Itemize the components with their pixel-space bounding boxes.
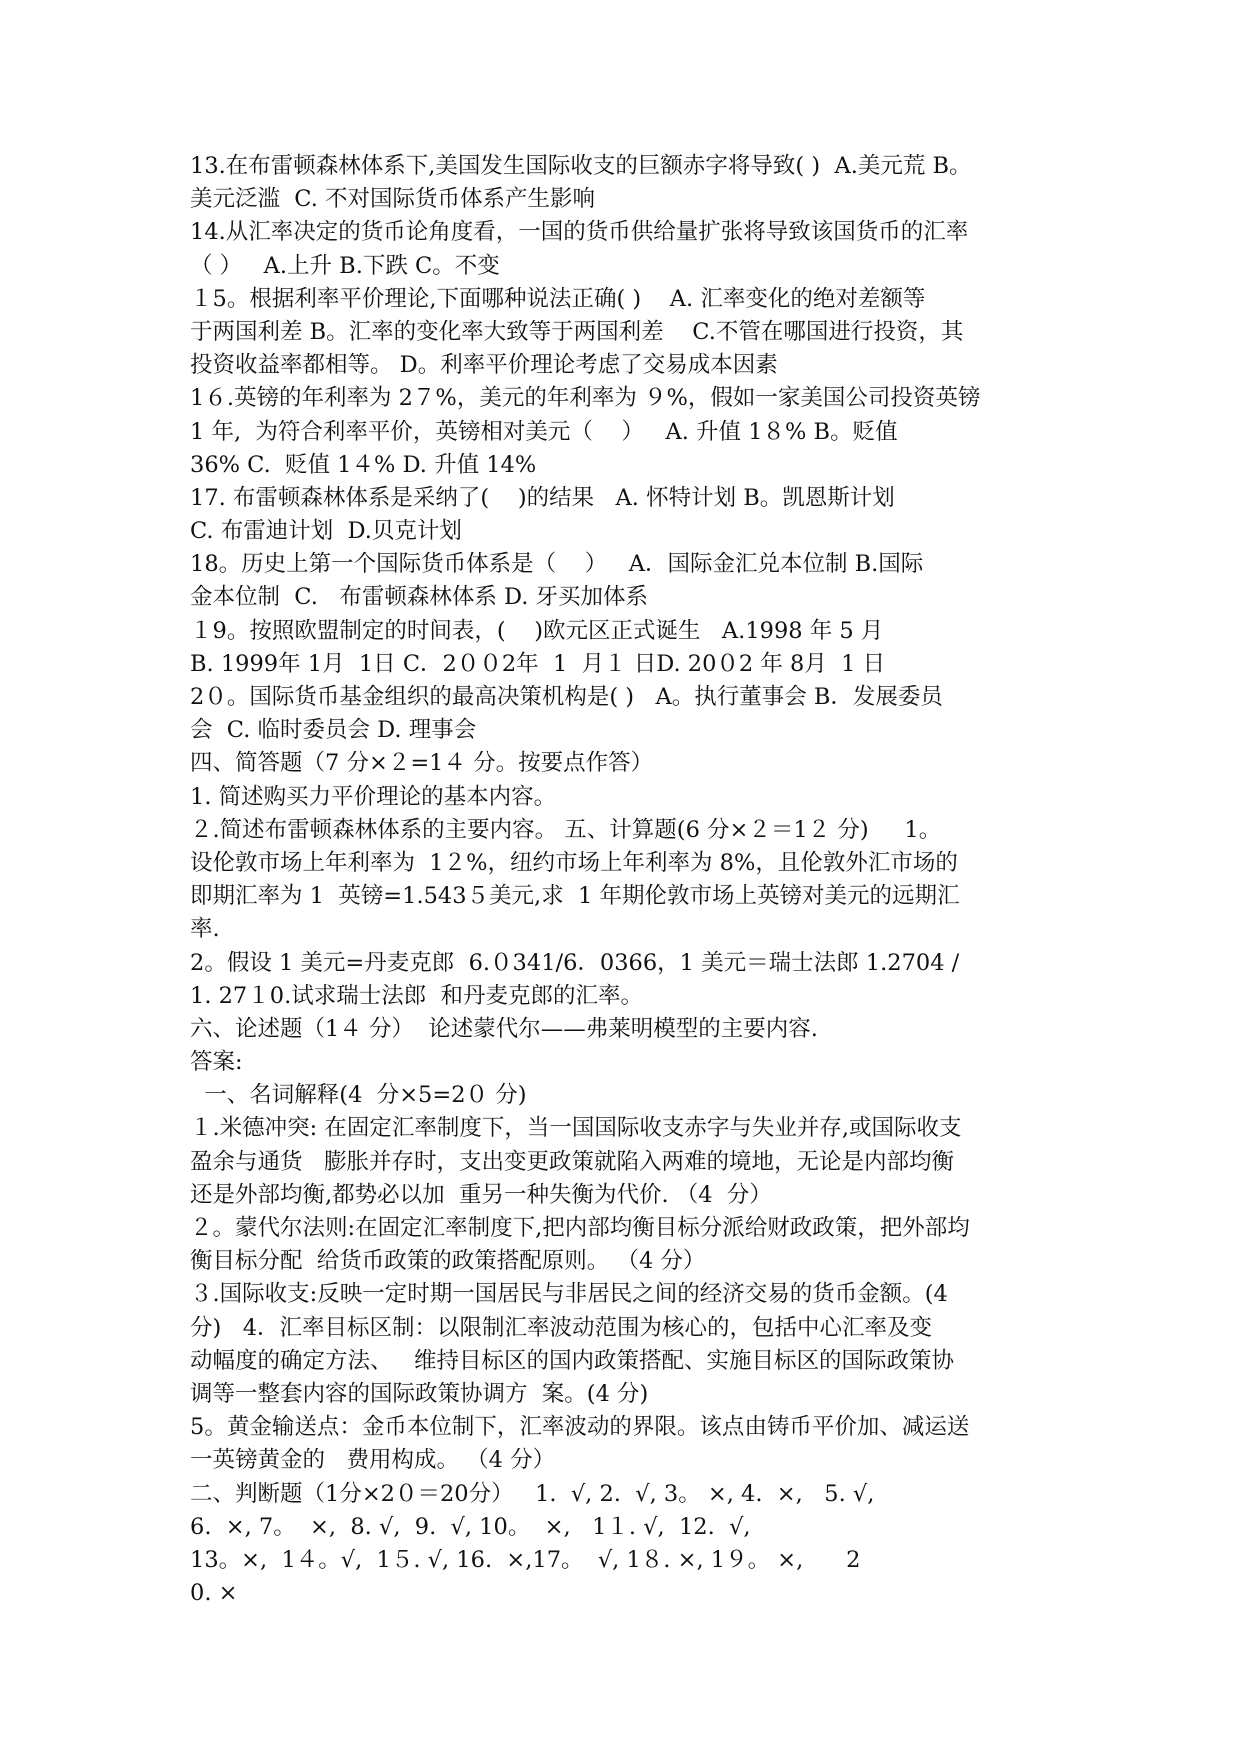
text-line: 衡目标分配 给货币政策的政策搭配原则。 （4 分） (190, 1248, 706, 1275)
text-line: 14.从汇率决定的货币论角度看，一国的货币供给量扩张将导致该国货币的汇率 (190, 219, 969, 246)
text-line: １9。按照欧盟制定的时间表，( )欧元区正式诞生 A.1998 年 5 月 (190, 617, 884, 644)
text-line: 金本位制 C. 布雷顿森林体系 D. 牙买加体系 (190, 584, 649, 611)
text-line: １5。根据利率平价理论,下面哪种说法正确( ) A. 汇率变化的绝对差额等 (190, 285, 926, 312)
text-line: 美元泛滥 C. 不对国际货币体系产生影响 (190, 186, 596, 213)
section-heading: 二、判断题（1分×2０＝20分） 1. √, 2. √, 3。 ×, 4. ×, 5. √, (190, 1480, 875, 1507)
text-line: 1. 27１0.试求瑞士法郎 和丹麦克郎的汇率。 (190, 982, 644, 1009)
text-line: 1. 简述购买力平价理论的基本内容。 (190, 783, 557, 810)
text-line: ３.国际收支:反映一定时期一国居民与非居民之间的经济交易的货币金额。(4 (190, 1281, 948, 1308)
text-line: 6. ×, 7。 ×, 8. √, 9. √, 10。 ×, 1１. √, 12. √, (190, 1513, 751, 1540)
section-heading: 一、名词解释(4 分×5=2０ 分) (190, 1082, 527, 1109)
section-heading: 四、简答题（7 分×２=1４ 分。按要点作答） (190, 750, 654, 777)
text-line: 分) 4．汇率目标区制：以限制汇率波动范围为核心的，包括中心汇率及变 (190, 1314, 933, 1341)
text-line: 1６.英镑的年利率为 2７%，美元的年利率为 ９%，假如一家美国公司投资英镑 (190, 385, 981, 412)
text-line: 18。历史上第一个国际货币体系是（ ） A．国际金汇兑本位制 B.国际 (190, 551, 924, 578)
text-line: B. 1999年 1月 1日 C．2００2年 1 月１ 日D. 20０2 年 8月 1 日 (190, 650, 886, 677)
text-line: 投资收益率都相等。 D。利率平价理论考虑了交易成本因素 (190, 352, 778, 379)
text-line: ２。蒙代尔法则:在固定汇率制度下,把内部均衡目标分派给财政政策，把外部均 (190, 1215, 970, 1241)
text-line: 0. × (190, 1580, 238, 1607)
text-line: 一英镑黄金的 费用构成。 （4 分） (190, 1447, 556, 1474)
text-line: 13.在布雷顿森林体系下,美国发生国际收支的巨额赤字将导致( ) A.美元荒 B。 (190, 153, 972, 179)
text-line: 13。×, 1４。√, 1５. √, 16. ×,17。 √, 1８. ×, 1９。 ×, 2 (190, 1546, 861, 1573)
text-line: 17. 布雷顿森林体系是采纳了( )的结果 A. 怀特计划 B。凯恩斯计划 (190, 484, 895, 511)
text-line: 于两国利差 B。汇率的变化率大致等于两国利差 C.不管在哪国进行投资，其 (190, 318, 964, 345)
section-heading: 六、论述题（1４ 分） 论述蒙代尔——弗莱明模型的主要内容. (190, 1015, 818, 1042)
text-line: 2０。国际货币基金组织的最高决策机构是( ) A。执行董事会 B．发展委员 (190, 684, 943, 710)
answer-heading: 答案: (190, 1049, 243, 1076)
text-line: 1 年, 为符合利率平价，英镑相对美元（ ） A. 升值 1８% B。贬值 (190, 418, 898, 445)
text-line: 设伦敦市场上年利率为 1２%，纽约市场上年利率为 8%，且伦敦外汇市场的 (190, 849, 958, 876)
text-line: 动幅度的确定方法、 维持目标区的国内政策搭配、实施目标区的国际政策协 (190, 1347, 954, 1374)
document-page (190, 150, 1070, 1610)
text-line: 还是外部均衡,都势必以加 重另一种失衡为代价. （4 分） (190, 1181, 772, 1208)
text-line: 调等一整套内容的国际政策协调方 案。(4 分) (190, 1380, 649, 1407)
text-line: 5。黄金输送点：金币本位制下，汇率波动的界限。该点由铸币平价加、减运送 (190, 1414, 970, 1441)
text-line: １.米德冲突: 在固定汇率制度下，当一国国际收支赤字与失业并存,或国际收支 (190, 1115, 962, 1142)
text-line: 2。假设 1 美元=丹麦克郎 6.０341/6．0366，1 美元＝瑞士法郎 1.2704 / (190, 949, 960, 976)
text-line: （ ） A.上升 B.下跌 C。不变 (190, 252, 500, 279)
text-line: 率. (190, 916, 220, 943)
text-line: 会 C. 临时委员会 D. 理事会 (190, 717, 477, 744)
text-line: ２.简述布雷顿森林体系的主要内容。 五、计算题(6 分×２＝1２ 分) 1。 (190, 816, 942, 843)
text-line: C. 布雷迪计划 D.贝克计划 (190, 518, 462, 545)
text-line: 即期汇率为 1 英镑=1.543５美元,求 1 年期伦敦市场上英镑对美元的远期汇 (190, 883, 960, 910)
text-line: 36% C. 贬值 1４% D. 升值 14% (190, 451, 537, 478)
text-line: 盈余与通货 膨胀并存时，支出变更政策就陷入两难的境地，无论是内部均衡 (190, 1148, 954, 1175)
